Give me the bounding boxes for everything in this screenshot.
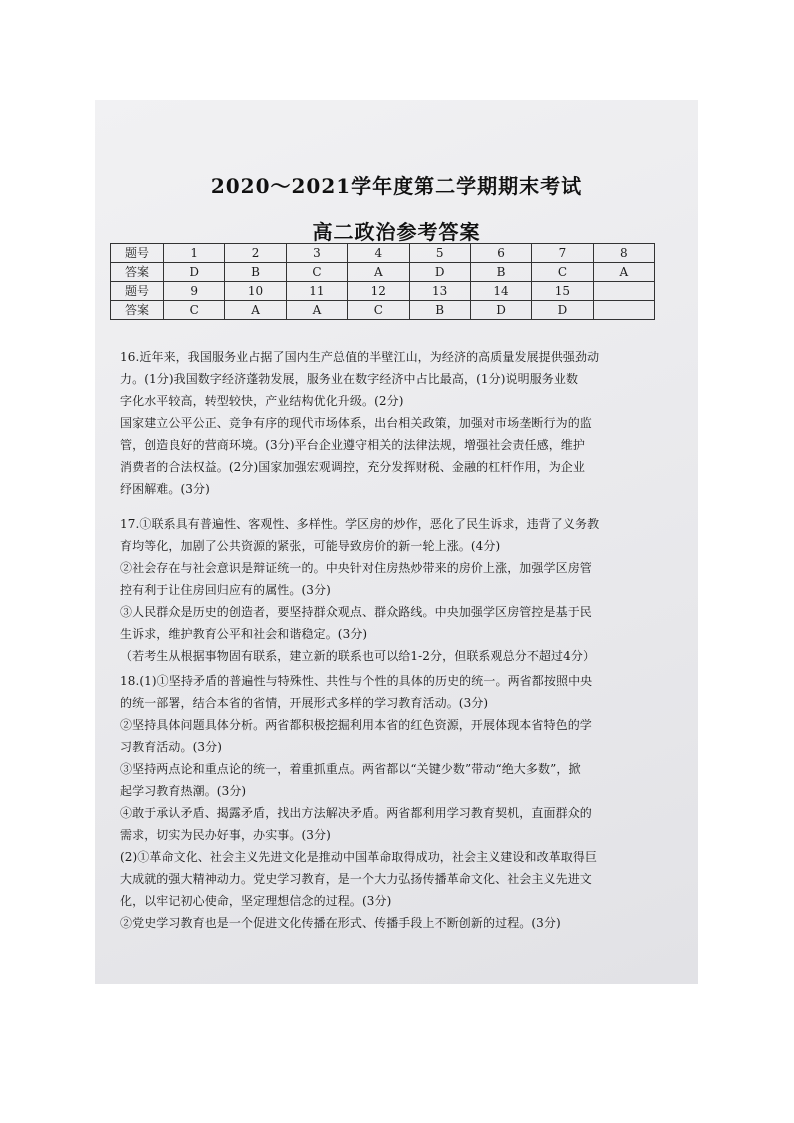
answer-cell: A <box>225 301 286 320</box>
answer-key-subtitle: 高二政治参考答案 <box>312 220 481 244</box>
answer-cell: D <box>470 301 531 320</box>
answer-line: ②社会存在与社会意识是辩证统一的。中央针对住房热炒带来的房价上涨，加强学区房管 <box>120 561 592 575</box>
answer-line: 需求，切实为民办好事，办实事。(3分) <box>120 828 331 842</box>
answer-cell: A <box>593 263 654 282</box>
question-number: 12 <box>348 282 409 301</box>
question-number: 13 <box>409 282 470 301</box>
answer-cell: C <box>348 301 409 320</box>
answer-line: (2)①革命文化、社会主义先进文化是推动中国革命取得成功，社会主义建设和改革取得巨 <box>120 850 598 864</box>
question-number: 3 <box>286 244 347 263</box>
answer-line: 习教育活动。(3分) <box>120 740 222 754</box>
question-17-answer <box>120 513 650 667</box>
answer-line: 起学习教育热潮。(3分) <box>120 784 247 798</box>
table-row-answers-1 <box>111 263 655 282</box>
row-label-question: 题号 <box>111 244 164 263</box>
answer-line: 化，以牢记初心使命，坚定理想信念的过程。(3分) <box>120 894 392 908</box>
answer-cell: D <box>164 263 225 282</box>
question-number: 10 <box>225 282 286 301</box>
answer-cell: B <box>470 263 531 282</box>
answer-line: 18.(1)①坚持矛盾的普遍性与特殊性、共性与个性的具体的历史的统一。两省都按照中央 <box>120 674 593 688</box>
row-label-answer: 答案 <box>111 263 164 282</box>
answer-line: ③人民群众是历史的创造者，要坚持群众观点、群众路线。中央加强学区房管控是基于民 <box>120 605 592 619</box>
answer-line: 力。(1分)我国数字经济蓬勃发展，服务业在数字经济中占比最高，(1分)说明服务业数 <box>120 372 579 386</box>
answer-line: 纾困解难。(3分) <box>120 482 210 496</box>
question-number: 14 <box>470 282 531 301</box>
question-number: 15 <box>532 282 593 301</box>
answer-cell: C <box>532 263 593 282</box>
question-number: 1 <box>164 244 225 263</box>
table-row-questions-2 <box>111 282 655 301</box>
question-16-answer <box>120 346 650 500</box>
answer-line: 生诉求，维护教育公平和社会和谐稳定。(3分) <box>120 627 368 641</box>
answer-cell: A <box>348 263 409 282</box>
answer-line: ②党史学习教育也是一个促进文化传播在形式、传播手段上不断创新的过程。(3分) <box>120 916 561 930</box>
answer-line: 的统一部署，结合本省的省情，开展形式多样的学习教育活动。(3分) <box>120 696 489 710</box>
exam-title: 2020～2021学年度第二学期期末考试 <box>210 174 583 198</box>
question-number: 8 <box>593 244 654 263</box>
answer-cell: D <box>532 301 593 320</box>
answer-cell: C <box>286 263 347 282</box>
answer-line: ③坚持两点论和重点论的统一，着重抓重点。两省都以“关键少数”带动“绝大多数”，掀 <box>120 762 581 776</box>
answer-line: 大成就的强大精神动力。党史学习教育，是一个大力弘扬传播革命文化、社会主义先进文 <box>120 872 592 886</box>
answer-line: 管，创造良好的营商环境。(3分)平台企业遵守相关的法律法规，增强社会责任感，维护 <box>120 438 586 452</box>
answer-cell: B <box>225 263 286 282</box>
answer-line: 育均等化，加剧了公共资源的紧张，可能导致房价的新一轮上涨。(4分) <box>120 539 501 553</box>
table-row-questions-1 <box>111 244 655 263</box>
answer-line: 控有利于让住房回归应有的属性。(3分) <box>120 583 331 597</box>
answer-line: 字化水平较高，转型较快，产业结构优化升级。(2分) <box>120 394 404 408</box>
question-number: 9 <box>164 282 225 301</box>
question-number: 6 <box>470 244 531 263</box>
answer-cell: D <box>409 263 470 282</box>
answer-line: 国家建立公平公正、竞争有序的现代市场体系，出台相关政策，加强对市场垄断行为的监 <box>120 416 592 430</box>
answer-line: 16.近年来，我国服务业占据了国内生产总值的半壁江山，为经济的高质量发展提供强劲动 <box>120 350 600 364</box>
scoring-note: （若考生从根据事物固有联系，建立新的联系也可以给1-2分，但联系观总分不超过4分） <box>120 649 596 663</box>
row-label-answer: 答案 <box>111 301 164 320</box>
question-number <box>593 282 654 301</box>
answer-cell <box>593 301 654 320</box>
answer-line: 消费者的合法权益。(2分)国家加强宏观调控，充分发挥财税、金融的杠杆作用，为企业 <box>120 460 586 474</box>
answer-line: ②坚持具体问题具体分析。两省都积极挖掘利用本省的红色资源，开展体现本省特色的学 <box>120 718 592 732</box>
question-number: 2 <box>225 244 286 263</box>
answer-line: ④敢于承认矛盾、揭露矛盾，找出方法解决矛盾。两省都利用学习教育契机，直面群众的 <box>120 806 592 820</box>
table-row-answers-2 <box>111 301 655 320</box>
multiple-choice-answer-table <box>110 243 655 320</box>
answer-cell: B <box>409 301 470 320</box>
question-number: 5 <box>409 244 470 263</box>
row-label-question: 题号 <box>111 282 164 301</box>
question-18-answer <box>120 670 650 934</box>
question-number: 4 <box>348 244 409 263</box>
answer-cell: C <box>164 301 225 320</box>
question-number: 7 <box>532 244 593 263</box>
answer-cell: A <box>286 301 347 320</box>
question-number: 11 <box>286 282 347 301</box>
answer-line: 17.①联系具有普遍性、客观性、多样性。学区房的炒作，恶化了民生诉求，违背了义务教 <box>120 517 600 531</box>
